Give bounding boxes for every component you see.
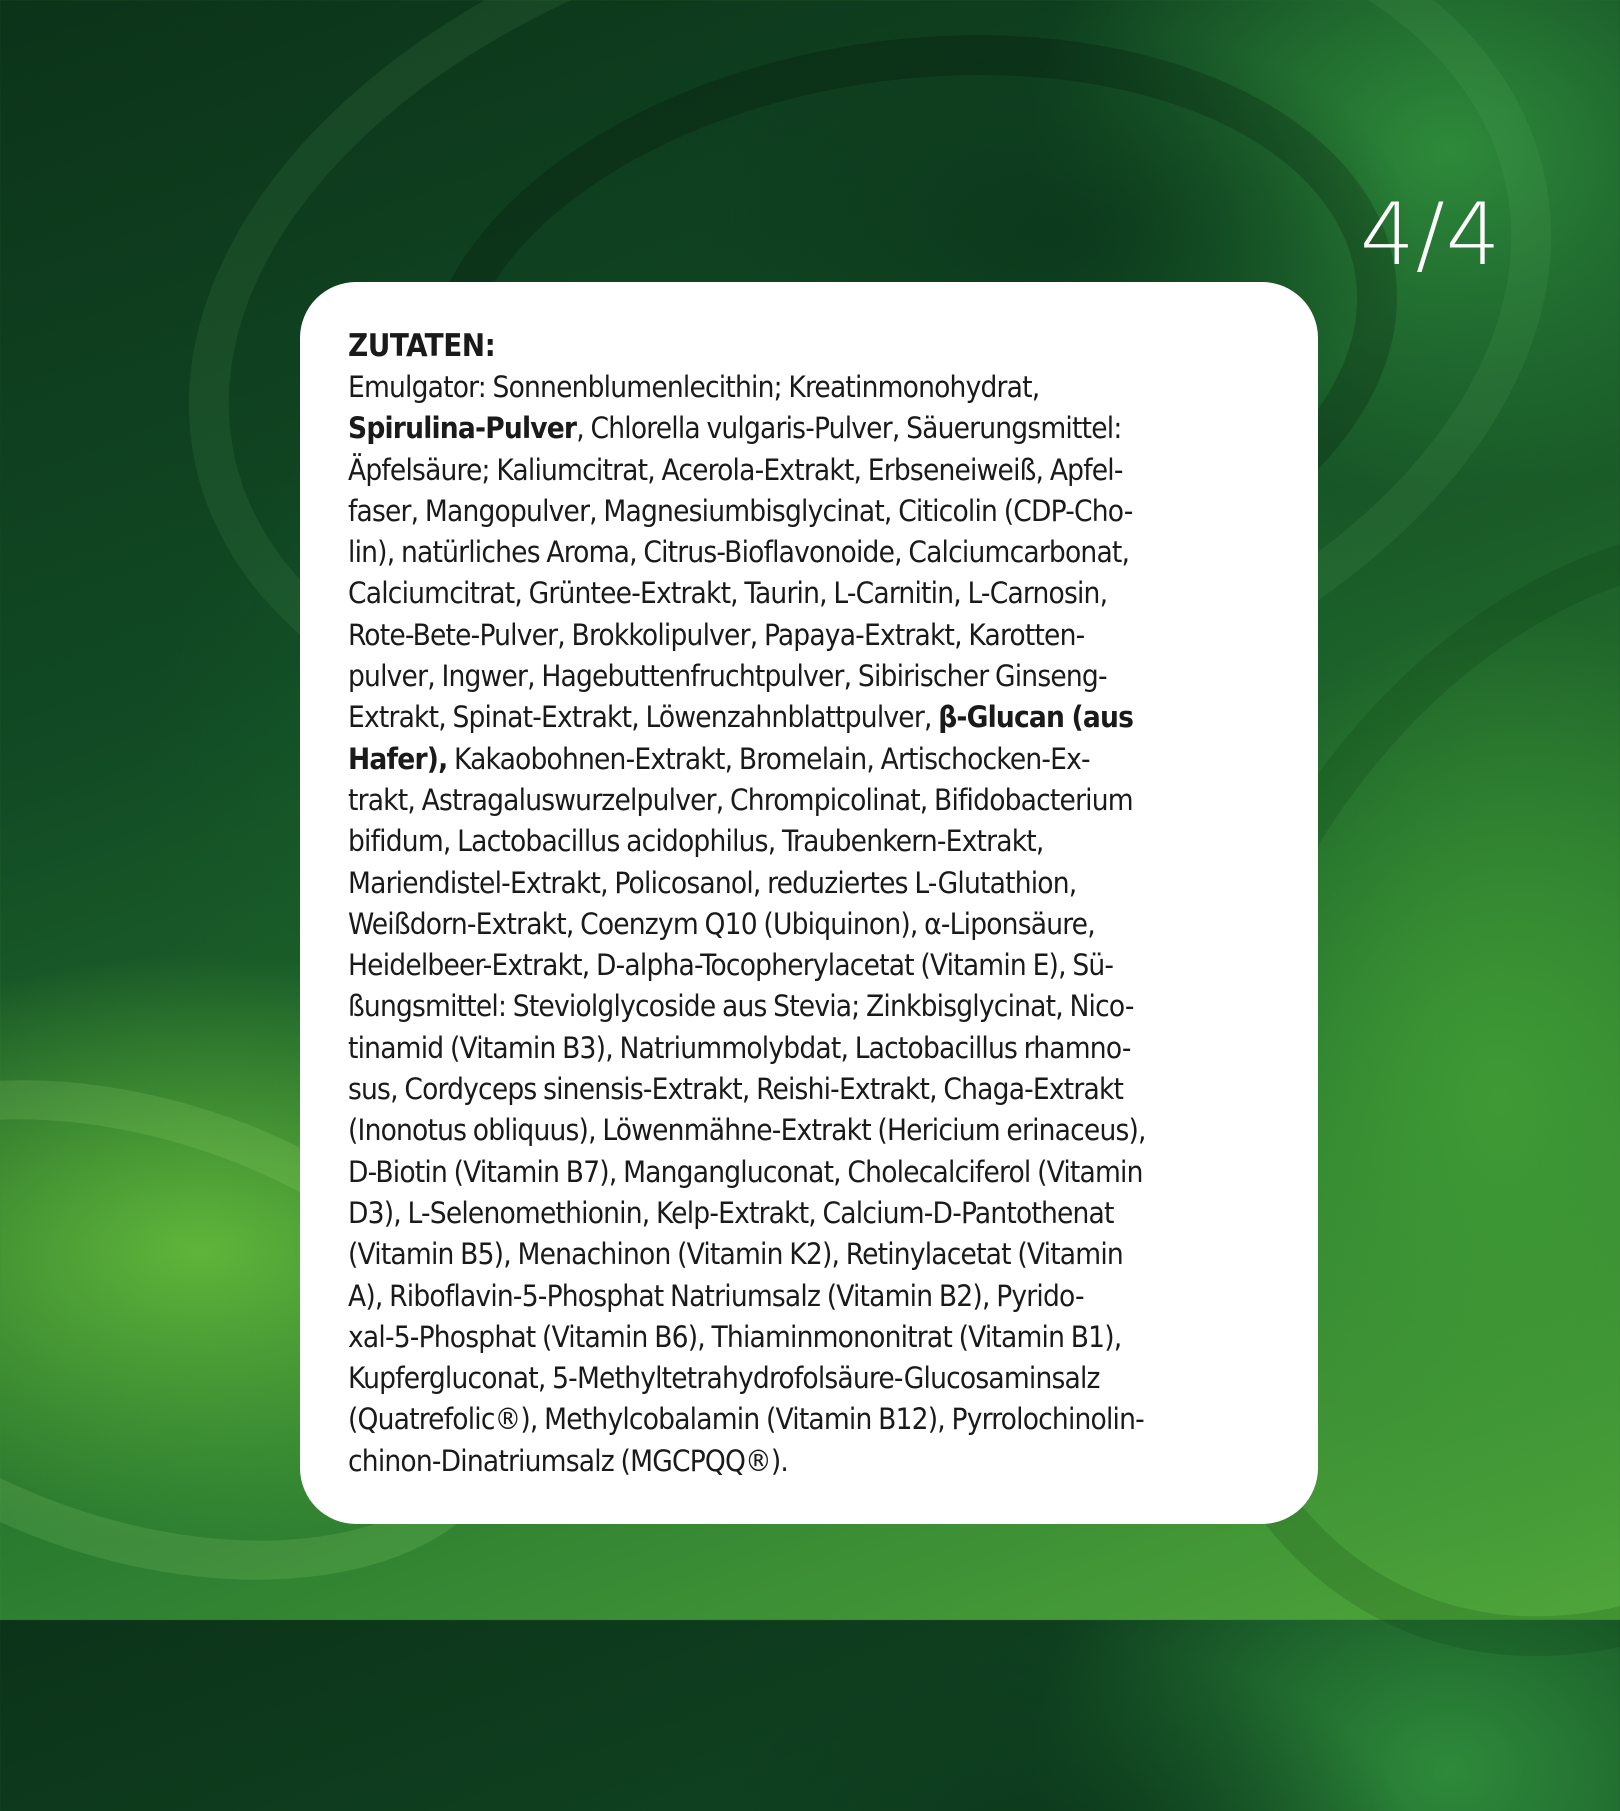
ingredients-line — [348, 532, 1278, 573]
ingredients-line — [348, 1234, 1278, 1275]
ingredients-line — [348, 986, 1278, 1027]
ingredient-text: Extrakt, Spinat-Extrakt, Löwenzahnblattpulver, — [348, 700, 939, 735]
ingredients-line — [348, 1110, 1278, 1151]
ingredient-text: Emulgator: Sonnenblumenlecithin; Kreatinmonohydrat, — [348, 370, 1040, 404]
ingredient-text: Kakaobohnen-Extrakt, Bromelain, Artischocken-Ex- — [447, 741, 1090, 776]
ingredients-card — [300, 282, 1318, 1524]
ingredients-line — [348, 821, 1278, 862]
ingredient-text: (Vitamin B5), Menachinon (Vitamin K2), Retinylacetat (Vitamin — [348, 1237, 1123, 1272]
ingredients-line — [348, 904, 1278, 945]
ingredient-text: Heidelbeer-Extrakt, D-alpha-Tocopherylacetat (Vitamin E), Sü- — [348, 948, 1114, 983]
ingredient-text: trakt, Astragaluswurzelpulver, Chrompicolinat, Bifidobacterium — [348, 782, 1133, 817]
ingredient-text: , Chlorella vulgaris-Pulver, Säuerungsmittel: — [576, 411, 1122, 446]
ingredients-line — [348, 1358, 1278, 1399]
ingredient-text: chinon-Dinatriumsalz (MGCPQQ®). — [348, 1443, 789, 1478]
ingredients-line — [348, 656, 1278, 697]
ingredients-line — [348, 739, 1278, 780]
ingredients-line — [348, 1276, 1278, 1317]
ingredient-text: lin), natürliches Aroma, Citrus-Bioflavonoide, Calciumcarbonat, — [348, 535, 1130, 570]
ingredients-line — [348, 780, 1278, 821]
ingredient-text: (Inonotus obliquus), Löwenmähne-Extrakt (Hericium erinaceus), — [348, 1113, 1146, 1148]
ingredients-list — [348, 367, 1278, 1482]
ingredients-line — [348, 697, 1278, 738]
ingredient-text: Mariendistel-Extrakt, Policosanol, reduziertes L-Glutathion, — [348, 865, 1077, 900]
ingredients-line — [348, 450, 1278, 491]
ingredients-line — [348, 615, 1278, 656]
ingredient-text: sus, Cordyceps sinensis-Extrakt, Reishi-Extrakt, Chaga-Extrakt — [348, 1072, 1124, 1107]
ingredient-text: D3), L-Selenomethionin, Kelp-Extrakt, Calcium-D-Pantothenat — [348, 1195, 1114, 1230]
ingredients-line — [348, 408, 1278, 449]
ingredient-text: faser, Mangopulver, Magnesiumbisglycinat, Citicolin (CDP-Cho- — [348, 493, 1133, 528]
highlighted-ingredient: Spirulina-Pulver — [348, 411, 577, 446]
highlighted-ingredient: Hafer), — [348, 741, 448, 776]
ingredients-line — [348, 1399, 1278, 1440]
ingredients-line — [348, 491, 1278, 532]
ingredient-text: tinamid (Vitamin B3), Natriummolybdat, Lactobacillus rhamno- — [348, 1030, 1131, 1065]
ingredient-text: Kupfergluconat, 5-Methyltetrahydrofolsäure-Glucosaminsalz — [348, 1361, 1100, 1396]
ingredients-line — [348, 1441, 1278, 1482]
ingredient-text: Äpfelsäure; Kaliumcitrat, Acerola-Extrakt, Erbseneiweiß, Apfel- — [348, 452, 1123, 487]
ingredient-text: ßungsmittel: Steviolglycoside aus Stevia; Zinkbisglycinat, Nico- — [348, 989, 1134, 1024]
ingredient-text: D-Biotin (Vitamin B7), Mangangluconat, Cholecalciferol (Vitamin — [348, 1154, 1143, 1189]
ingredient-text: Weißdorn-Extrakt, Coenzym Q10 (Ubiquinon), α-Liponsäure, — [348, 906, 1095, 941]
ingredients-heading: ZUTATEN: — [348, 328, 496, 364]
ingredients-line — [348, 1152, 1278, 1193]
ingredients-line — [348, 863, 1278, 904]
ingredients-line — [348, 1193, 1278, 1234]
ingredient-text: A), Riboflavin-5-Phosphat Natriumsalz (Vitamin B2), Pyrido- — [348, 1278, 1084, 1313]
ingredient-text: Rote-Bete-Pulver, Brokkolipulver, Papaya-Extrakt, Karotten- — [348, 617, 1085, 652]
ingredients-line — [348, 573, 1278, 614]
ingredient-text: bifidum, Lactobacillus acidophilus, Traubenkern-Extrakt, — [348, 824, 1044, 859]
ingredients-line — [348, 367, 1278, 408]
ingredient-text: Calciumcitrat, Grüntee-Extrakt, Taurin, L-Carnitin, L-Carnosin, — [348, 576, 1108, 611]
ingredient-text: (Quatrefolic®), Methylcobalamin (Vitamin B12), Pyrrolochinolin- — [348, 1402, 1144, 1437]
page-counter: 4/4 — [1360, 185, 1502, 285]
highlighted-ingredient: β-Glucan (aus — [938, 700, 1134, 735]
ingredients-line — [348, 945, 1278, 986]
ingredients-line — [348, 1069, 1278, 1110]
ingredients-line — [348, 1317, 1278, 1358]
ingredients-line — [348, 1028, 1278, 1069]
ingredient-text: pulver, Ingwer, Hagebuttenfruchtpulver, Sibirischer Ginseng- — [348, 659, 1107, 694]
ingredient-text: xal-5-Phosphat (Vitamin B6), Thiaminmononitrat (Vitamin B1), — [348, 1319, 1122, 1354]
